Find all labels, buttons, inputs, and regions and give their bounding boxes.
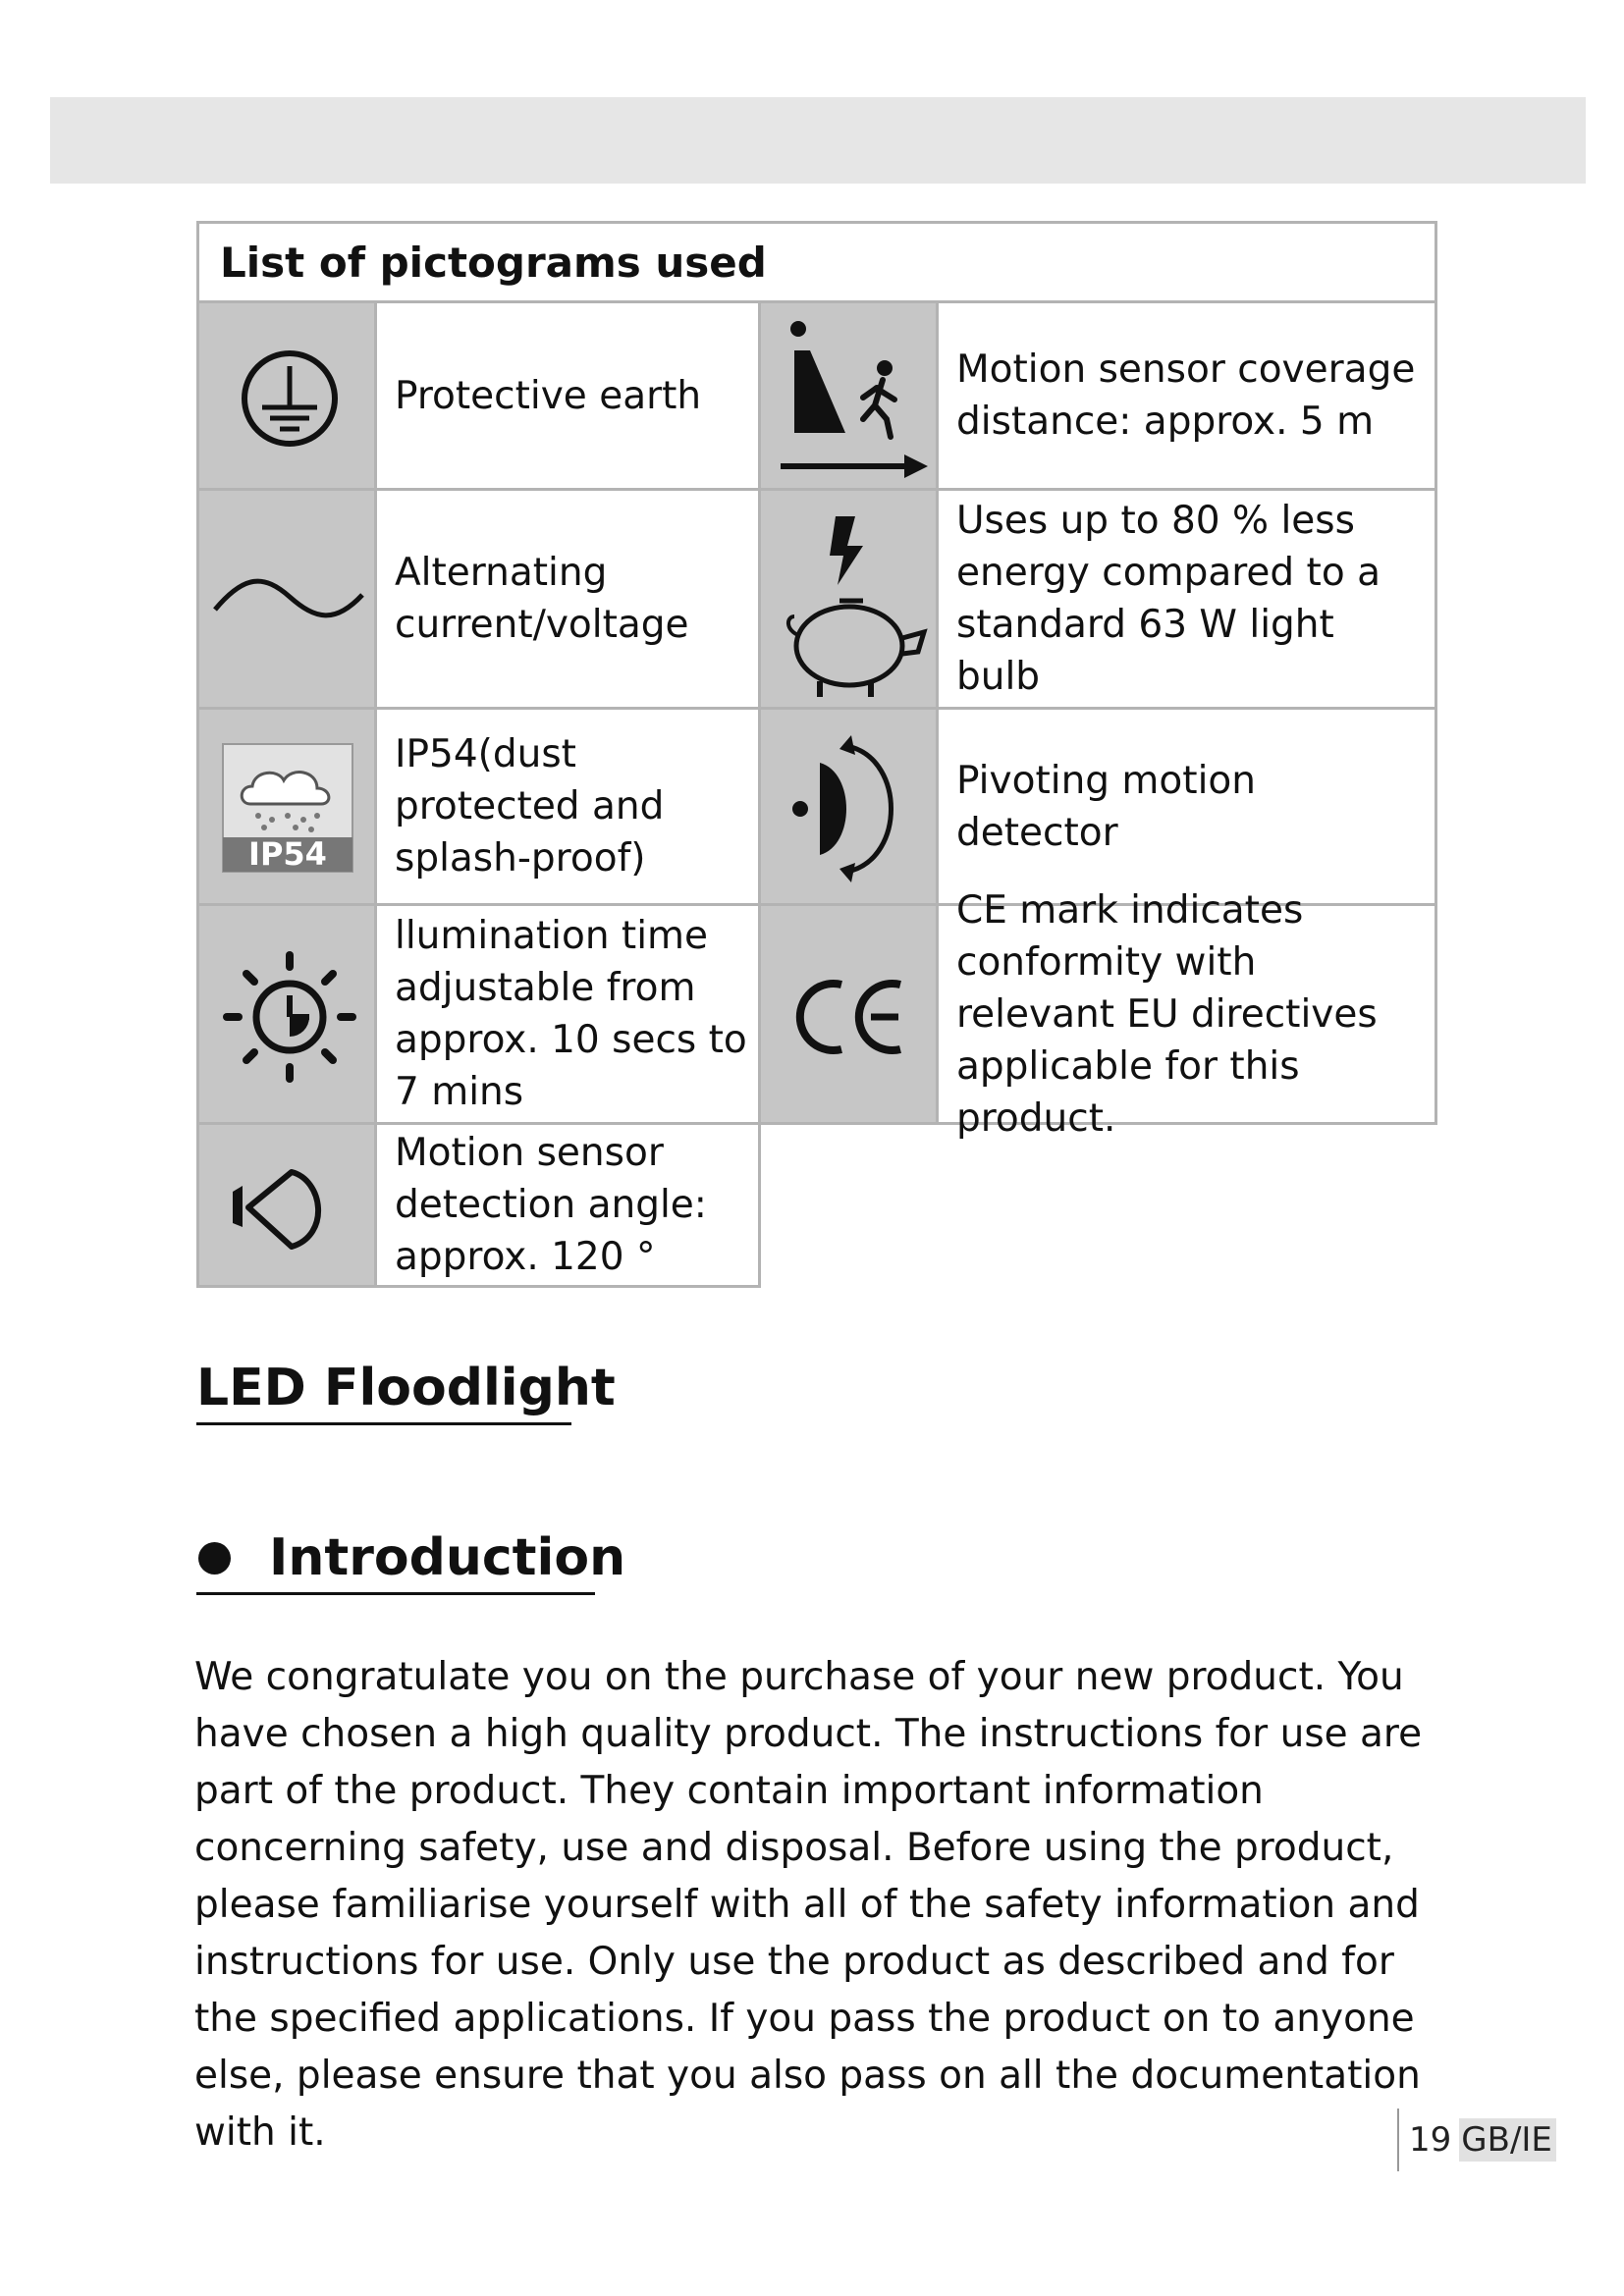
energy-saving-text: Uses up to 80 % less energy compared to a standard 63 W light bulb <box>936 488 1437 710</box>
introduction-heading: Introduction <box>269 1528 625 1587</box>
section-title: LED Floodlight <box>196 1359 616 1417</box>
alternating-current-icon-cell <box>196 488 377 710</box>
introduction-heading-underline <box>196 1592 595 1595</box>
detection-angle-text: Motion sensor detection angle: approx. 120 ° <box>374 1122 761 1288</box>
ip54-rain-cloud-icon <box>199 710 380 909</box>
pictogram-table-title: List of pictograms used <box>196 221 1437 303</box>
alternating-current-icon <box>199 491 380 713</box>
energy-saving-icon-cell <box>758 488 939 710</box>
pivoting-motion-detector-icon <box>761 710 942 909</box>
pictogram-table <box>196 221 1437 1288</box>
energy-saving-piggy-bank-icon <box>761 491 942 713</box>
protective-earth-icon <box>199 303 380 494</box>
page-number <box>1397 2109 1556 2171</box>
illumination-time-sun-clock-icon <box>199 906 380 1128</box>
ip54-label: IP54 <box>223 837 352 872</box>
ce-mark-icon-cell <box>758 903 939 1125</box>
ip54-icon-cell <box>196 707 377 906</box>
detection-angle-icon-cell <box>196 1122 377 1288</box>
section-title-underline <box>196 1422 571 1425</box>
motion-sensor-distance-text: Motion sensor coverage distance: approx. 5 m <box>936 300 1437 491</box>
motion-sensor-distance-icon-cell <box>758 300 939 491</box>
motion-sensor-distance-icon <box>761 303 942 494</box>
introduction-body: We congratulate you on the purchase of your new product. You have chosen a high quality product. The instructions for use are part of the product. They contain important information concerning safety, use and disposal. Before using the product, please familiarise yourself with all of the safety information and instructions for use. Only use the product as described and for the specified applications. If you pass the product on to anyone else, please ensure that you also pass on all the documentation with it. <box>194 1655 1423 2155</box>
illumination-time-text: llumination time adjustable from approx. 10 secs to 7 mins <box>374 903 761 1125</box>
ce-mark-icon <box>761 906 942 1128</box>
language-code: GB/IE <box>1459 2118 1556 2162</box>
pivoting-detector-text: Pivoting motion detector <box>936 707 1437 906</box>
bullet-icon <box>198 1542 231 1575</box>
alternating-current-text: Alternating current/voltage <box>374 488 761 710</box>
ce-mark-text: CE mark indicates conformity with relevant EU directives applicable for this product. <box>936 903 1437 1125</box>
pivoting-detector-icon-cell <box>758 707 939 906</box>
page-number-value: 19 <box>1409 2120 1452 2160</box>
illumination-time-icon-cell <box>196 903 377 1125</box>
ip54-text: IP54(dust protected and splash-proof) <box>374 707 761 906</box>
protective-earth-icon-cell <box>196 300 377 491</box>
top-header-band <box>50 97 1586 184</box>
protective-earth-text: Protective earth <box>374 300 761 491</box>
detection-angle-icon <box>199 1125 380 1291</box>
